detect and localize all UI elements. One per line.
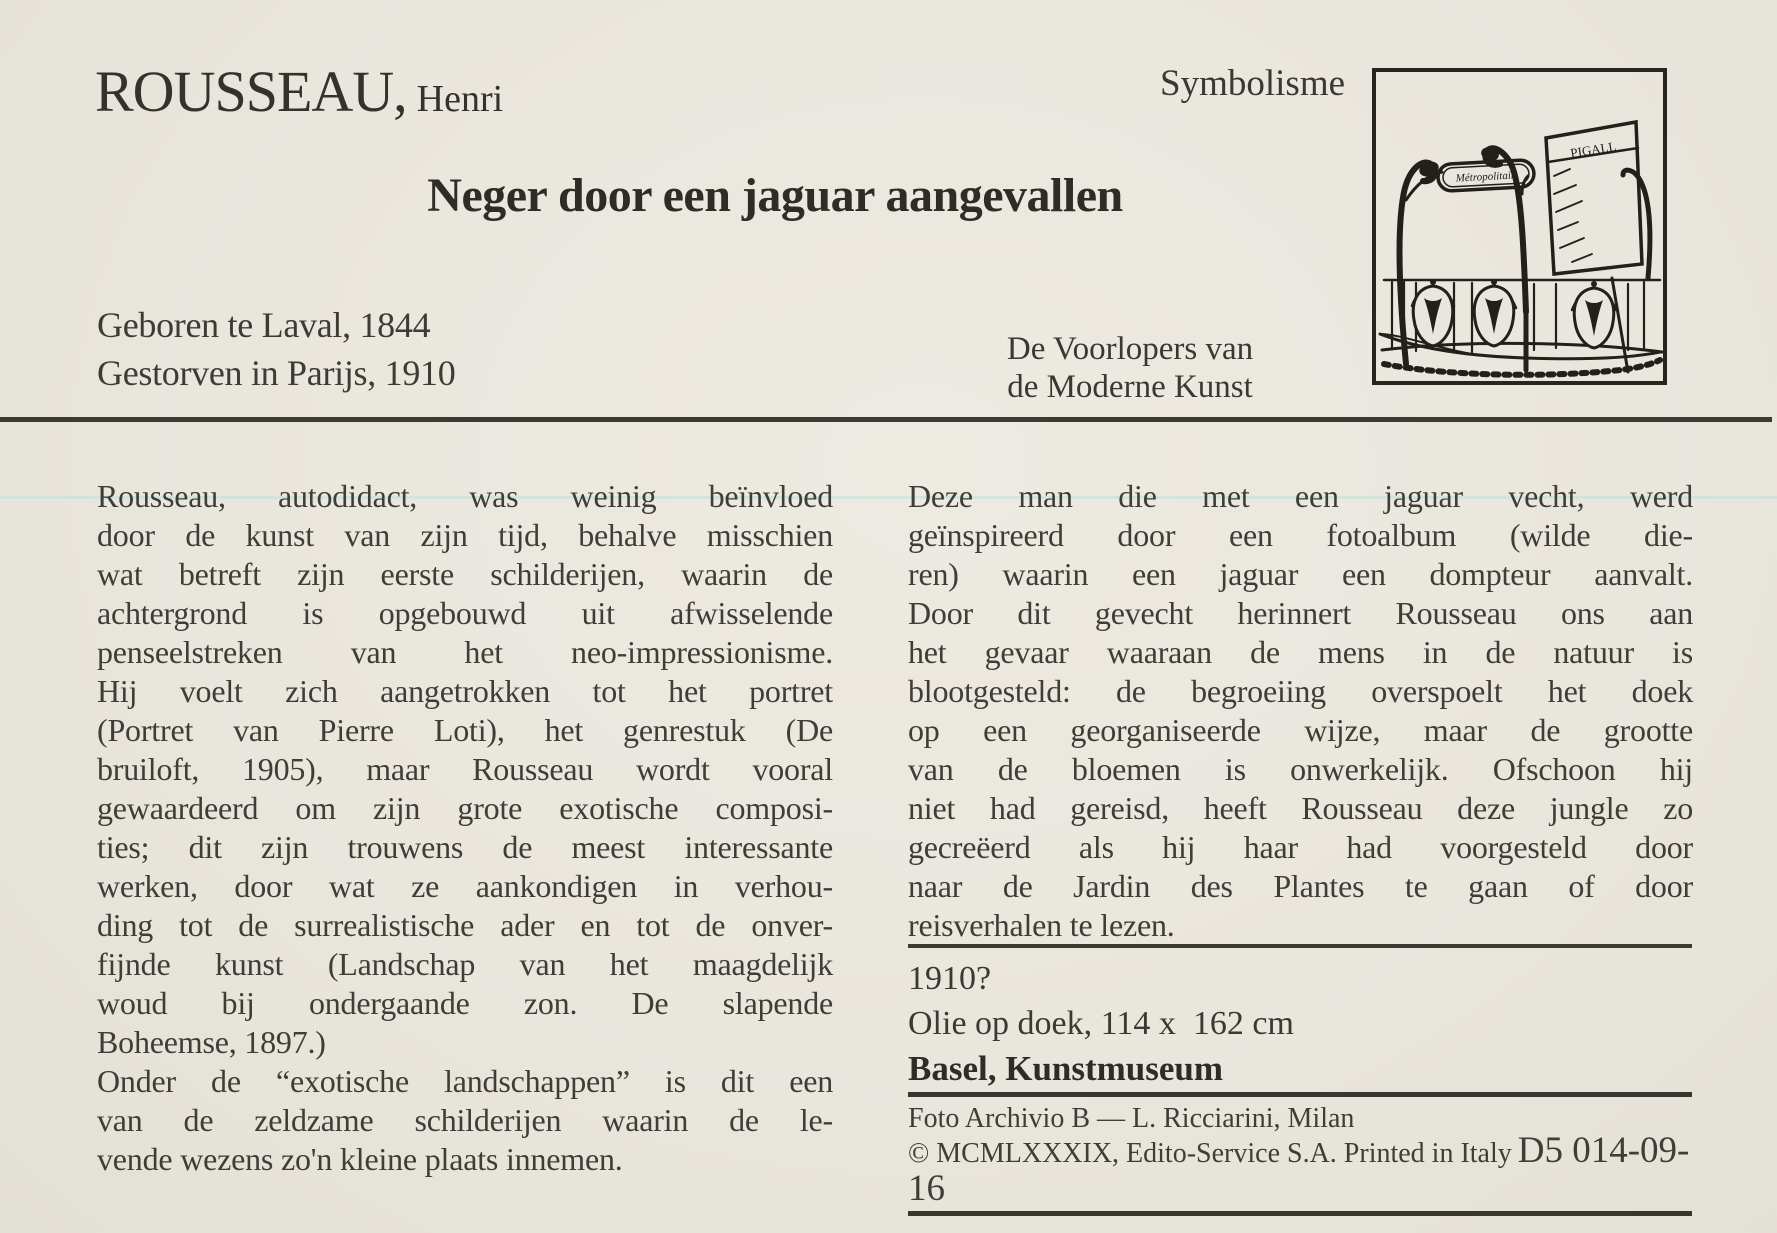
text-line: door de kunst van zijn tijd, behalve misschien bbox=[97, 517, 833, 553]
photo-credit: Foto Archivio B — L. Ricciarini, Milan bbox=[908, 1103, 1355, 1134]
series-line-1: De Voorlopers van bbox=[1006, 331, 1254, 367]
text-line: Deze man die met een jaguar vecht, werd bbox=[908, 478, 1693, 514]
text-line: Onder de “exotische landschappen” is dit een bbox=[97, 1063, 833, 1099]
text-line: wat betreft zijn eerste schilderijen, waarin de bbox=[97, 556, 833, 592]
text-line: bruiloft, 1905), maar Rousseau wordt vooral bbox=[97, 751, 833, 787]
body-right-column bbox=[908, 477, 1693, 945]
text-line: blootgesteld: de begroeiing overspoelt het doek bbox=[908, 673, 1693, 709]
pigalle-sign-label: PIGALL bbox=[1569, 138, 1618, 161]
series-title bbox=[995, 330, 1265, 406]
text-line: (Portret van Pierre Loti), het genrestuk (De bbox=[97, 712, 833, 748]
text-line: geïnspireerd door een fotoalbum (wilde die- bbox=[908, 517, 1693, 553]
railing-cartouches bbox=[1413, 279, 1613, 348]
text-line: gewaardeerd om zijn grote exotische composi- bbox=[97, 790, 833, 826]
text-line: Boheemse, 1897.) bbox=[97, 1024, 326, 1060]
text-line: fijnde kunst (Landschap van het maagdelijk bbox=[97, 946, 833, 982]
text-line: ding tot de surrealistische ader en tot de onver- bbox=[97, 907, 833, 943]
text-line: werken, door wat ze aankondigen in verhou- bbox=[97, 868, 833, 904]
born-line: Geboren te Laval, 1844 bbox=[97, 305, 431, 345]
movement-label: Symbolisme bbox=[1160, 63, 1346, 104]
series-line-2: de Moderne Kunst bbox=[1007, 369, 1253, 405]
artist-surname: ROUSSEAU, bbox=[95, 59, 407, 124]
text-line: het gevaar waaraan de mens in de natuur is bbox=[908, 634, 1693, 670]
text-line: woud bij ondergaande zon. De slapende bbox=[97, 985, 833, 1021]
text-line: achtergrond is opgebouwd uit afwisselende bbox=[97, 595, 833, 631]
text-line: naar de Jardin des Plantes te gaan of door bbox=[908, 868, 1693, 904]
text-line: op een georganiseerde wijze, maar de grootte bbox=[908, 712, 1693, 748]
body-left-column bbox=[97, 477, 833, 1179]
copyright-line bbox=[908, 1130, 1692, 1209]
artist-name bbox=[95, 58, 503, 125]
text-line: ren) waarin een jaguar een dompteur aanvalt. bbox=[908, 556, 1693, 592]
text-line: vende wezens zo'n kleine plaats innemen. bbox=[97, 1141, 623, 1177]
text-line: gecreëerd als hij haar had voorgesteld door bbox=[908, 829, 1693, 865]
text-line: Rousseau, autodidact, was weinig beïnvloed bbox=[97, 478, 833, 514]
metro-entrance-illustration bbox=[1376, 72, 1663, 381]
text-line: Door dit gevecht herinnert Rousseau ons aan bbox=[908, 595, 1693, 631]
metropolitain-sign-label: Métropolitain bbox=[1455, 169, 1517, 185]
painting-year: 1910? bbox=[908, 960, 992, 997]
text-line: niet had gereisd, heeft Rousseau deze jungle zo bbox=[908, 790, 1693, 826]
text-line: ties; dit zijn trouwens de meest interessante bbox=[97, 829, 833, 865]
copyright-text: © MCMLXXXIX, Edito-Service S.A. Printed in Italy bbox=[908, 1138, 1512, 1169]
text-line: Hij voelt zich aangetrokken tot het portret bbox=[97, 673, 833, 709]
painting-location: Basel, Kunstmuseum bbox=[908, 1049, 1224, 1088]
text-line: van de bloemen is onwerkelijk. Ofschoon hij bbox=[908, 751, 1693, 787]
credits-block bbox=[908, 1092, 1692, 1216]
text-line: van de zeldzame schilderijen waarin de le- bbox=[97, 1102, 833, 1138]
died-line: Gestorven in Parijs, 1910 bbox=[97, 353, 456, 393]
text-line: reisverhalen te lezen. bbox=[908, 907, 1175, 943]
painting-title: Neger door een jaguar aangevallen bbox=[427, 169, 1123, 222]
painting-medium: Olie op doek, 114 x 162 cm bbox=[908, 1005, 1294, 1042]
artist-firstname: Henri bbox=[416, 78, 504, 120]
metro-illustration-frame bbox=[1372, 68, 1667, 385]
print-code: D5 014-09-16 bbox=[908, 1130, 1690, 1209]
painting-info-block bbox=[908, 944, 1692, 1091]
header-divider-rule bbox=[0, 417, 1772, 422]
text-line: penseelstreken van het neo-impressionisme. bbox=[97, 634, 833, 670]
